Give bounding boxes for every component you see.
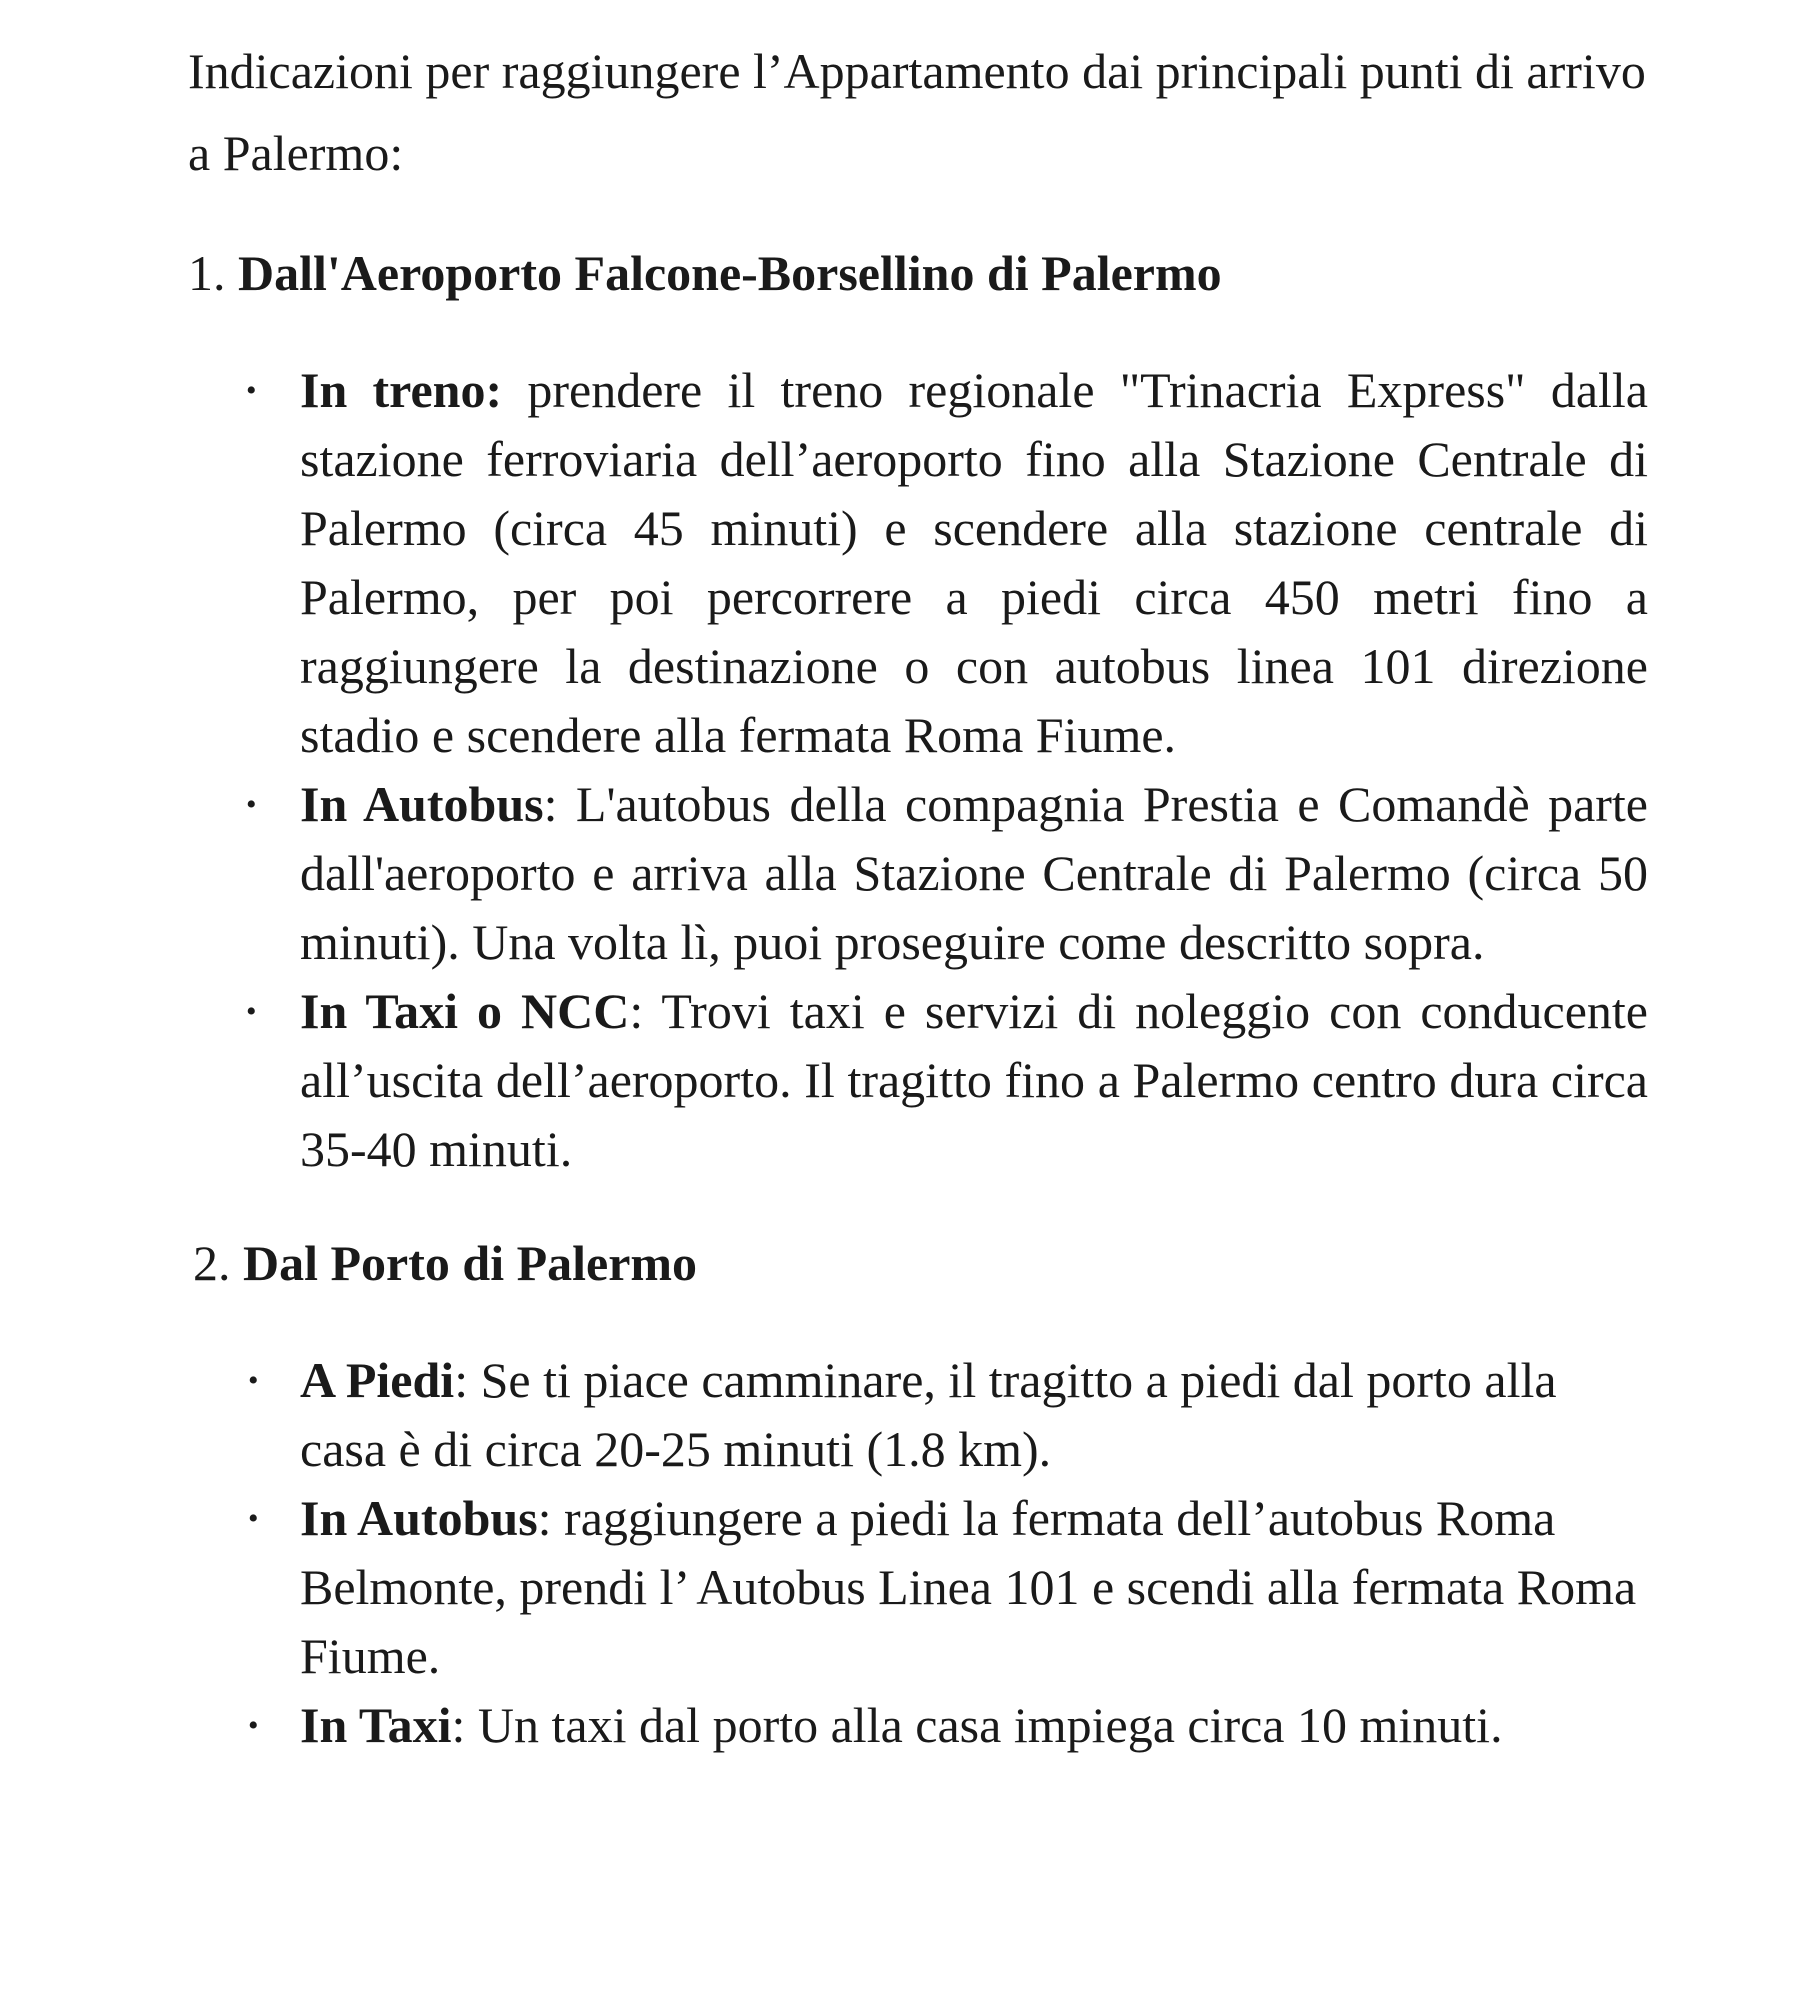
section-port — [188, 1228, 1648, 1760]
item-text: : raggiungere a piedi la fermata dell’autobus Roma Belmonte, prendi l’ Autobus Linea 101 e scendi alla fermata Roma Fiume. — [300, 1490, 1637, 1684]
list-item-taxi — [188, 1691, 1648, 1760]
item-text: prendere il treno regionale "Trinacria Express" dalla stazione ferroviaria dell’aeroporto fino alla Stazione Centrale di Palermo (circa 45 minuti) e scendere alla stazione centrale di Palermo, per poi percorrere a piedi circa 450 metri fino a raggiungere la destinazione o con autobus linea 101 direzione stadio e scendere alla fermata Roma Fiume. — [300, 362, 1648, 763]
section-heading — [188, 238, 1648, 308]
document-page — [188, 30, 1648, 1760]
port-options-list — [188, 1346, 1648, 1760]
list-item-walk — [188, 1346, 1648, 1484]
item-text: : Trovi taxi e servizi di noleggio con conducente all’uscita dell’aeroporto. Il tragitto fino a Palermo centro dura circa 35-40 minuti. — [300, 983, 1648, 1177]
list-item-train — [188, 356, 1648, 770]
item-text: : Se ti piace camminare, il tragitto a piedi dal porto alla casa è di circa 20-25 minuti (1.8 km). — [300, 1352, 1557, 1477]
section-title: Dall'Aeroporto Falcone-Borsellino di Palermo — [238, 245, 1222, 301]
item-text: : Un taxi dal porto alla casa impiega circa 10 minuti. — [451, 1697, 1503, 1753]
section-number: 2. — [193, 1235, 231, 1291]
item-label: In treno: — [300, 362, 503, 418]
bullet-icon: • — [248, 1364, 259, 1397]
item-label: A Piedi — [300, 1352, 455, 1408]
airport-options-list — [188, 356, 1648, 1184]
bullet-icon: • — [246, 788, 257, 821]
list-item-bus — [188, 1484, 1648, 1691]
item-text: : L'autobus della compagnia Prestia e Comandè parte dall'aeroporto e arriva alla Stazione Centrale di Palermo (circa 50 minuti). Una volta lì, puoi proseguire come descritto sopra. — [300, 776, 1648, 970]
item-label: In Taxi — [300, 1697, 452, 1753]
bullet-icon: • — [248, 1709, 259, 1742]
section-title: Dal Porto di Palermo — [243, 1235, 698, 1291]
bullet-icon: • — [246, 995, 257, 1028]
list-item-taxi-ncc — [188, 977, 1648, 1184]
list-item-bus — [188, 770, 1648, 977]
section-airport — [188, 238, 1648, 1184]
item-label: In Autobus — [300, 1490, 538, 1546]
bullet-icon: • — [246, 374, 257, 407]
item-label: In Taxi o NCC — [300, 983, 630, 1039]
intro-paragraph: Indicazioni per raggiungere l’Appartamento dai principali punti di arrivo a Palermo: — [188, 43, 1646, 181]
item-label: In Autobus — [300, 776, 544, 832]
bullet-icon: • — [248, 1502, 259, 1535]
section-number: 1. — [188, 245, 226, 301]
section-heading — [193, 1228, 1648, 1298]
